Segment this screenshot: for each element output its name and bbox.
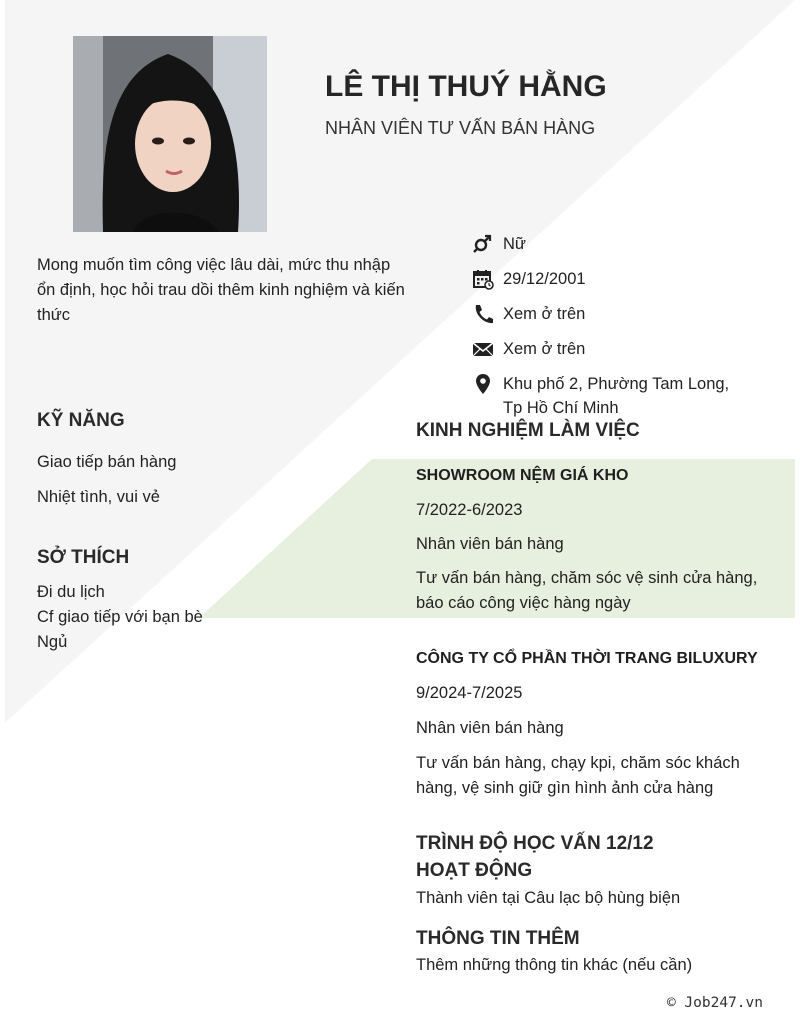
experience-heading: KINH NGHIỆM LÀM VIỆC	[416, 420, 640, 441]
job-description: Tư vấn bán hàng, chạy kpi, chăm sóc khách hàng, vệ sinh giữ gìn hình ảnh cửa hàng	[416, 754, 740, 797]
contact-address	[472, 372, 772, 420]
profile-photo	[73, 36, 267, 232]
experience-item-2	[416, 650, 776, 801]
job-position: Nhân viên bán hàng	[416, 719, 564, 737]
address-line-2: Tp Hồ Chí Minh	[503, 399, 619, 417]
extra-info-text: Thêm những thông tin khác (nếu cần)	[416, 956, 693, 974]
activities-heading: HOẠT ĐỘNG	[416, 860, 533, 881]
footer-copyright: © Job247.vn	[666, 995, 763, 1011]
job-period: 7/2022-6/2023	[416, 501, 523, 519]
hobby-item: Đi du lịch	[37, 583, 105, 601]
extra-info-heading: THÔNG TIN THÊM	[416, 928, 580, 949]
skill-item: Giao tiếp bán hàng	[37, 453, 177, 471]
hobbies-list	[37, 580, 367, 655]
candidate-name: LÊ THỊ THUÝ HẰNG	[325, 70, 607, 103]
address-line-1: Khu phố 2, Phường Tam Long,	[503, 375, 730, 393]
contact-phone	[472, 302, 772, 326]
company-name: CÔNG TY CỔ PHẦN THỜI TRANG BILUXURY	[416, 650, 758, 667]
contact-list	[472, 232, 772, 431]
email-value: Xem ở trên	[503, 340, 586, 358]
hobbies-heading: SỞ THÍCH	[37, 547, 130, 568]
map-pin-icon	[472, 373, 494, 395]
envelope-icon	[472, 338, 494, 360]
candidate-job-title: NHÂN VIÊN TƯ VẤN BÁN HÀNG	[325, 118, 596, 138]
contact-birthday	[472, 267, 772, 291]
phone-value: Xem ở trên	[503, 305, 586, 323]
calendar-icon	[472, 268, 494, 290]
company-name: SHOWROOM NỆM GIÁ KHO	[416, 467, 629, 484]
gender-value: Nữ	[503, 235, 526, 253]
job-position: Nhân viên bán hàng	[416, 535, 564, 553]
skills-heading: KỸ NĂNG	[37, 410, 125, 431]
activities-text: Thành viên tại Câu lạc bộ hùng biện	[416, 889, 681, 907]
birthday-value: 29/12/2001	[503, 270, 586, 288]
contact-gender	[472, 232, 772, 256]
skill-item: Nhiệt tình, vui vẻ	[37, 488, 160, 506]
gender-icon	[472, 233, 494, 255]
phone-icon	[472, 303, 494, 325]
hobby-item: Cf giao tiếp với bạn bè	[37, 608, 203, 626]
education-heading: TRÌNH ĐỘ HỌC VẤN 12/12	[416, 833, 654, 854]
skills-list	[37, 450, 367, 510]
career-objective: Mong muốn tìm công việc lâu dài, mức thu nhập ổn định, học hỏi trau dồi thêm kinh nghiệm và kiến thức	[37, 256, 405, 324]
job-period: 9/2024-7/2025	[416, 684, 523, 702]
hobby-item: Ngủ	[37, 633, 68, 651]
experience-item-1	[416, 467, 776, 616]
job-description: Tư vấn bán hàng, chăm sóc vệ sinh cửa hàng, báo cáo công việc hàng ngày	[416, 569, 758, 612]
contact-email	[472, 337, 772, 361]
